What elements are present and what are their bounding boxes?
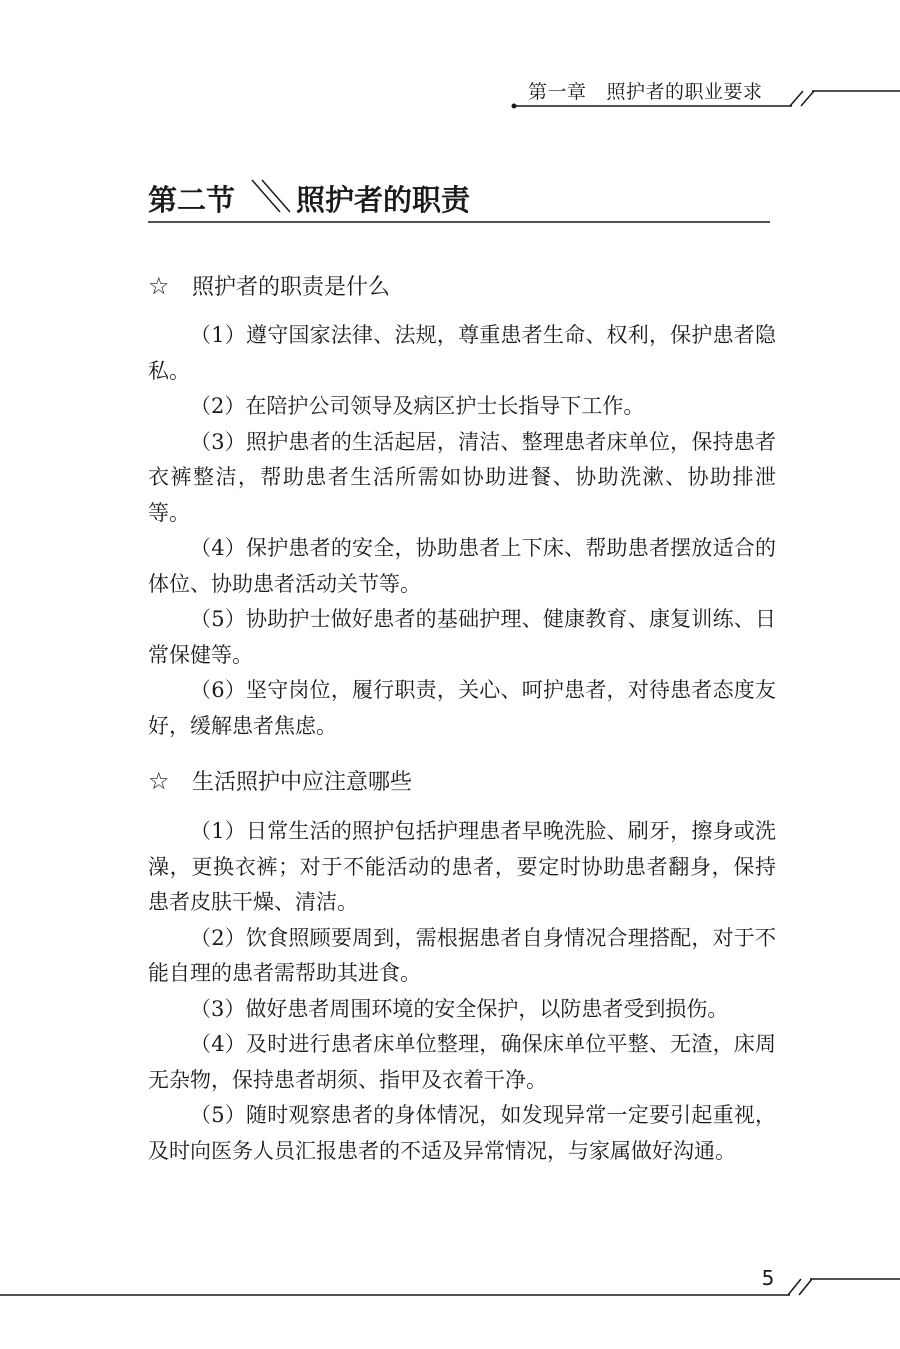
answer-block-duties [148,318,776,744]
chapter-number: 第一章 [528,81,587,103]
paragraph: （1）遵守国家法律、法规，尊重患者生命、权利，保护患者隐私。 [148,323,776,383]
question-text: 生活照护中应注意哪些 [192,770,413,795]
paragraph: （2）在陪护公司领导及病区护士长指导下工作。 [190,394,645,418]
section-number: 第二节 [148,183,236,217]
section-title: 照护者的职责 [296,183,471,217]
footer-slash-2 [799,1279,812,1295]
paragraph: （5）协助护士做好患者的基础护理、健康教育、康复训练、日常保健等。 [148,607,776,667]
footer-slash-1 [788,1279,801,1295]
paragraph: （4）及时进行患者床单位整理，确保床单位平整、无渣，床周无杂物，保持患者胡须、指甲及衣着干净。 [148,1032,776,1092]
header-slash-1 [790,91,803,106]
paragraph: （1）日常生活的照护包括护理患者早晚洗脸、刷牙，擦身或洗澡，更换衣裤；对于不能活动的患者，要定时协助患者翻身，保持患者皮肤干燥、清洁。 [148,819,776,914]
question-text: 照护者的职责是什么 [192,275,391,300]
paragraph: （5）随时观察患者的身体情况，如发现异常一定要引起重视，及时向医务人员汇报患者的不适及异常情况，与家属做好沟通。 [148,1103,776,1163]
running-header [528,76,763,108]
paragraph: （4）保护患者的安全，协助患者上下床、帮助患者摆放适合的体位、协助患者活动关节等。 [148,536,776,596]
page-number: 5 [761,1266,775,1290]
question-heading-daily-care [148,763,412,799]
chapter-title: 照护者的职业要求 [606,81,763,103]
section-heading [148,178,788,222]
header-slash-2 [801,91,814,106]
paragraph: （3）照护患者的生活起居，清洁、整理患者床单位，保持患者衣裤整洁，帮助患者生活所需如协助进餐、协助洗漱、协助排泄等。 [148,429,776,525]
paragraph: （3）做好患者周围环境的安全保护，以防患者受到损伤。 [190,996,729,1021]
star-icon: ☆ [148,272,170,300]
star-icon: ☆ [148,767,170,795]
question-heading-duties [148,268,390,304]
header-rule-dot [512,104,517,109]
answer-block-daily-care [148,814,776,1169]
paragraph: （6）坚守岗位，履行职责，关心、呵护患者，对待患者态度友好，缓解患者焦虑。 [148,678,776,738]
paragraph: （2）饮食照顾要周到，需根据患者自身情况合理搭配，对于不能自理的患者需帮助其进食。 [148,925,776,985]
